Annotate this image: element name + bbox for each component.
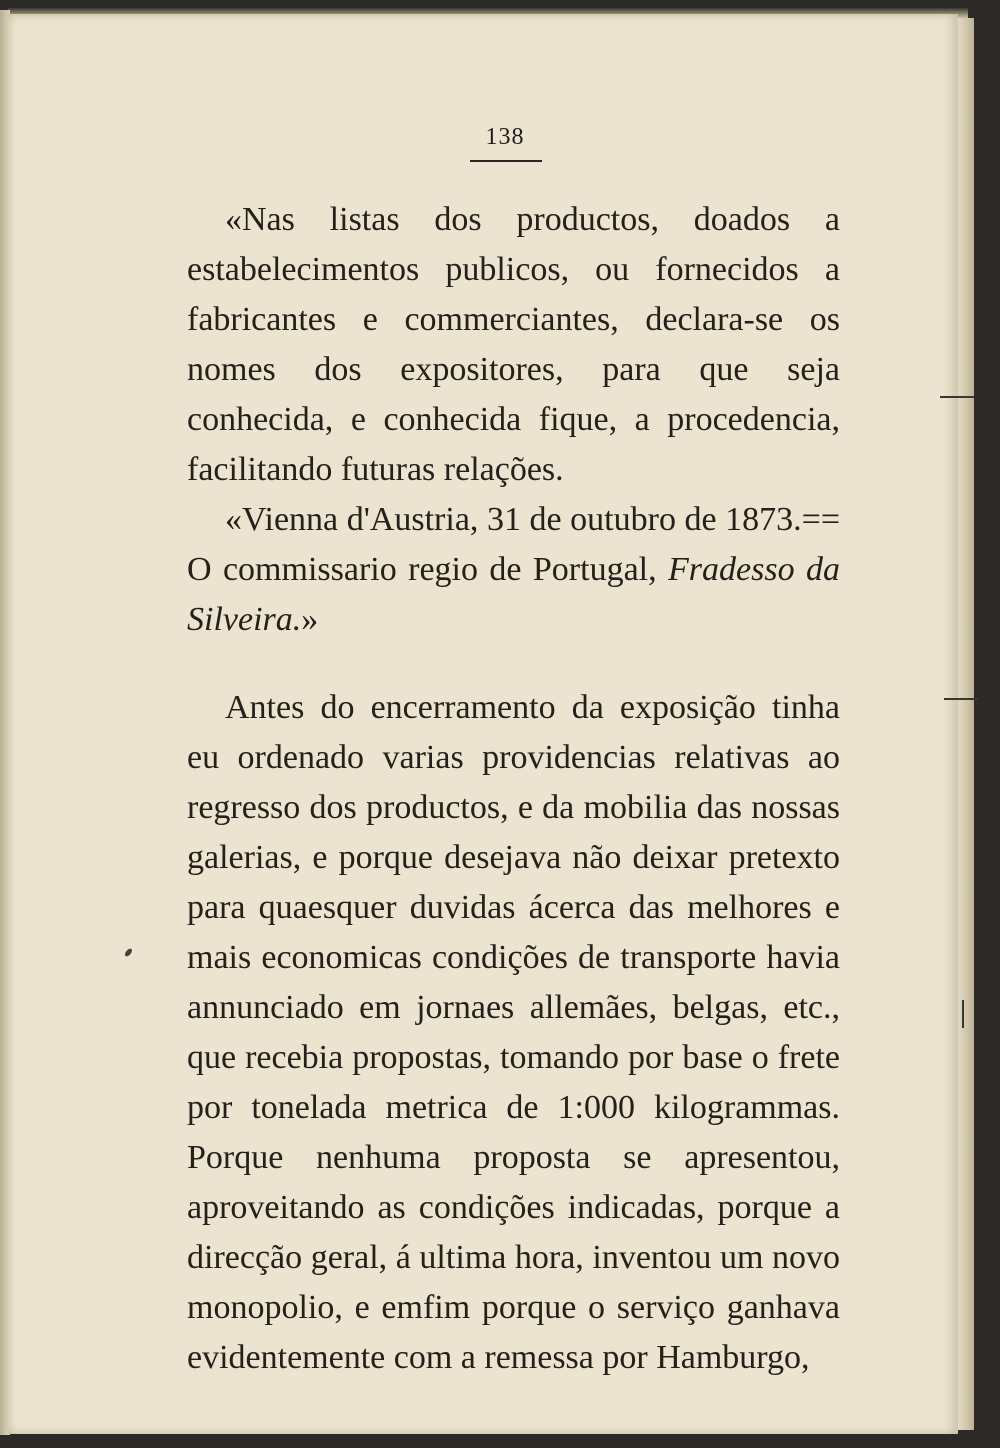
edge-mark-2 (944, 698, 978, 700)
paragraph-2-text: «Vienna d'Austria, 31 de outubro de 1873.== O commissario regio de Portugal, (187, 501, 840, 588)
page-number: 138 (485, 124, 525, 150)
body-text (187, 195, 840, 1383)
paragraph-2 (187, 495, 840, 645)
closing-quote: » (301, 601, 319, 638)
paragraph-3-text: Antes do encerramento da exposição tinha eu ordenado varias providencias relativas ao regresso dos productos, e da mobilia das nossas galerias, e porque desejava não deixar pretexto para quaesquer duvidas ácerca das melhores e mais economicas condições de transporte havia annunciado em jornaes allemães, belgas, etc., que recebia propostas, tomando por base o frete por tonelada metrica de 1:000 kilogrammas. Porque nenhuma proposta se apresentou, aproveitando as condições indicadas, porque a direcção geral, á ultima hora, inventou um novo monopolio, e emfim porque o serviço ganhava evidentemente com a remessa por Hamburgo, (187, 689, 840, 1376)
paragraph-3 (187, 683, 840, 1383)
page-number-rule (470, 160, 542, 162)
signature-name: Fradesso da Silveira. (187, 551, 840, 638)
paragraph-1 (187, 195, 840, 495)
edge-mark-1 (940, 396, 974, 398)
edge-mark-3 (962, 1000, 964, 1028)
book-right-edge (958, 18, 974, 1430)
paragraph-1-text: «Nas listas dos productos, doados a estabelecimentos publicos, ou fornecidos a fabricantes e commerciantes, declara-se os nomes dos expositores, para que seja conhecida, e conhecida fique, a procedencia, facilitando futuras relações. (187, 201, 840, 488)
